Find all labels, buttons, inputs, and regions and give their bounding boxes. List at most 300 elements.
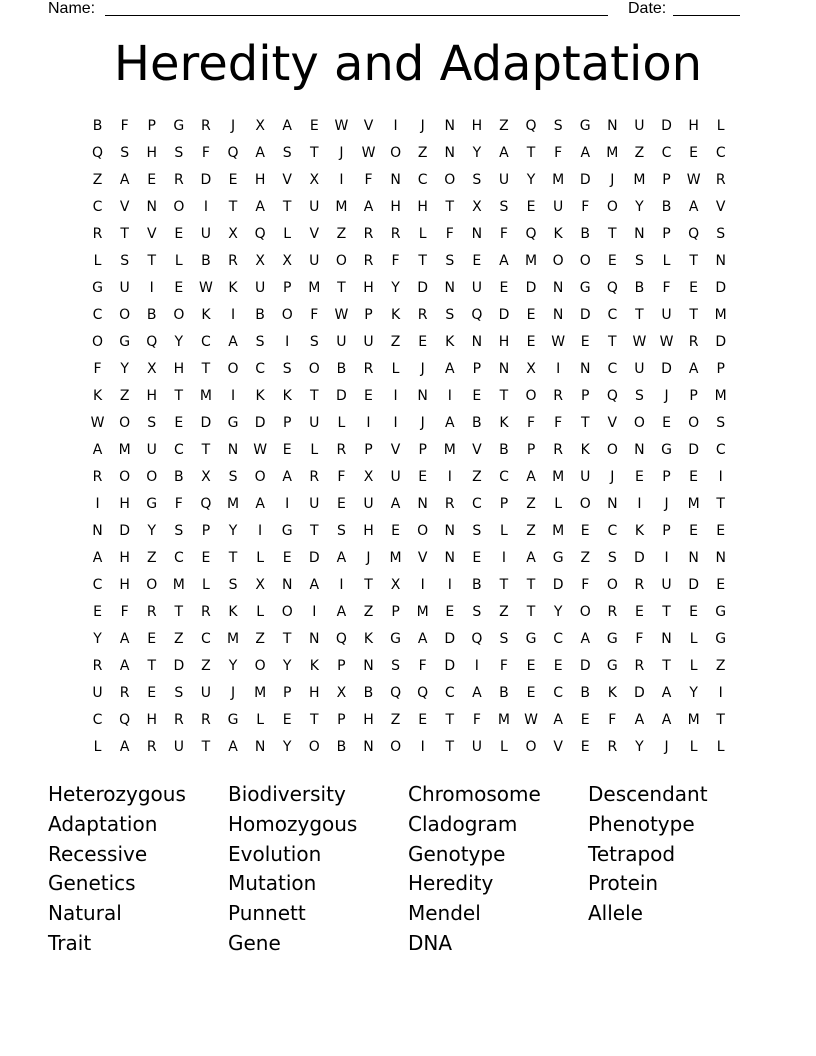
grid-letter: D [661,117,672,134]
grid-letter: O [254,468,266,485]
grid-row [84,220,734,247]
grid-letter: C [607,522,618,539]
grid-letter: A [255,144,265,161]
grid-letter: D [715,333,727,350]
grid-letter: N [498,360,510,377]
word-list-item: Heredity [408,871,494,896]
grid-letter: N [607,495,618,512]
grid-letter: I [393,414,398,431]
grid-letter: X [309,171,320,188]
grid-letter: N [471,333,483,350]
grid-letter: T [526,576,536,593]
grid-letter: P [282,684,292,701]
grid-letter: U [173,738,184,755]
grid-letter: L [256,711,265,728]
grid-row [84,382,734,409]
grid-letter: E [391,522,400,539]
grid-row [84,355,734,382]
grid-row [84,166,734,193]
word-list-item: Trait [48,930,92,955]
grid-letter: Y [282,657,292,674]
word-list-item: DNA [408,930,453,955]
grid-letter: B [580,225,591,242]
grid-letter: R [201,711,211,728]
grid-letter: O [390,144,402,161]
grid-letter: R [92,657,103,674]
grid-letter: T [418,252,427,269]
grid-letter: Y [391,279,400,296]
grid-letter: O [173,306,185,323]
name-blank-line [105,15,608,16]
grid-letter: J [610,171,615,188]
grid-letter: N [254,738,266,755]
grid-letter: O [335,252,347,269]
grid-letter: K [201,306,211,323]
grid-letter: X [526,360,536,377]
grid-letter: S [309,333,319,350]
grid-letter: E [472,549,482,566]
grid-letter: B [92,117,103,134]
grid-letter: A [688,360,699,377]
grid-letter: R [607,603,618,620]
grid-letter: D [579,306,591,323]
grid-letter: E [580,522,590,539]
grid-letter: Z [390,711,401,728]
grid-letter: Q [417,684,429,701]
grid-letter: T [337,279,346,296]
grid-letter: J [420,117,425,134]
grid-letter: K [255,387,265,404]
grid-letter: R [634,657,645,674]
grid-letter: G [227,414,239,431]
grid-letter: U [363,333,374,350]
word-list-item: Genotype [408,841,506,866]
grid-letter: A [282,117,292,134]
grid-letter: Q [92,144,104,161]
grid-letter: Z [472,468,482,485]
grid-letter: S [472,171,482,188]
grid-letter: N [363,657,374,674]
grid-letter: S [391,657,401,674]
grid-letter: Z [336,225,347,242]
grid-row [84,625,734,652]
grid-letter: Q [335,630,347,647]
grid-letter: P [201,522,211,539]
grid-letter: F [310,306,319,323]
grid-letter: E [634,603,644,620]
grid-letter: T [662,603,671,620]
grid-letter: M [254,684,267,701]
grid-letter: S [174,684,184,701]
grid-letter: K [363,630,374,647]
grid-letter: S [472,603,482,620]
grid-letter: X [255,252,265,269]
grid-letter: I [637,495,642,512]
grid-letter: Y [472,144,482,161]
grid-letter: B [634,279,645,296]
grid-letter: V [282,171,292,188]
grid-letter: P [716,360,725,377]
grid-letter: J [664,495,669,512]
grid-letter: G [227,711,239,728]
grid-letter: C [471,495,482,512]
grid-letter: F [581,198,590,215]
grid-letter: B [499,684,509,701]
grid-letter: V [309,225,320,242]
grid-letter: O [227,360,239,377]
grid-letter: Q [200,495,212,512]
name-label: Name: [48,0,96,17]
grid-letter: M [552,468,565,485]
grid-letter: D [634,684,645,701]
grid-letter: L [500,738,508,755]
grid-letter: O [254,657,266,674]
grid-letter: A [336,603,347,620]
grid-letter: U [309,495,320,512]
grid-letter: U [634,360,645,377]
grid-letter: T [499,387,509,404]
grid-letter: C [173,441,184,458]
grid-letter: V [715,198,726,215]
grid-letter: F [120,603,129,620]
grid-letter: N [688,549,699,566]
grid-letter: V [390,441,401,458]
grid-letter: I [474,657,479,674]
grid-letter: N [146,198,157,215]
grid-letter: E [553,657,563,674]
grid-letter: M [443,441,456,458]
grid-letter: D [579,657,591,674]
grid-letter: O [606,576,618,593]
grid-letter: K [228,603,238,620]
grid-letter: K [390,306,401,323]
grid-letter: E [580,738,590,755]
grid-letter: L [256,549,265,566]
grid-letter: K [309,657,319,674]
grid-letter: Y [174,333,184,350]
grid-letter: P [662,468,671,485]
word-list-item: Evolution [228,841,322,866]
grid-letter: I [95,495,100,512]
grid-letter: L [93,738,102,755]
grid-letter: E [147,630,157,647]
grid-letter: H [471,117,483,134]
grid-letter: I [230,306,236,323]
grid-letter: J [610,468,615,485]
grid-letter: S [282,144,292,161]
grid-letter: E [147,684,157,701]
grid-letter: V [417,549,428,566]
grid-letter: F [608,711,617,728]
grid-letter: P [337,657,346,674]
grid-letter: L [174,252,183,269]
grid-letter: T [147,252,157,269]
grid-letter: T [364,576,373,593]
grid-letter: B [336,738,347,755]
grid-letter: M [633,171,646,188]
grid-letter: F [337,468,346,485]
grid-letter: I [718,468,723,485]
word-list-item: Allele [588,901,643,926]
grid-letter: L [283,225,292,242]
grid-letter: M [714,306,727,323]
grid-letter: F [93,360,102,377]
grid-letter: C [201,333,211,350]
grid-letter: M [226,495,240,512]
grid-letter: J [420,360,425,377]
grid-letter: E [472,252,482,269]
grid-letter: T [635,306,644,323]
grid-letter: V [146,225,157,242]
grid-letter: W [632,333,647,350]
grid-letter: T [310,711,319,728]
grid-letter: M [687,495,700,512]
grid-letter: H [146,387,157,404]
grid-row [84,544,734,571]
grid-letter: B [499,441,509,458]
grid-letter: N [444,522,455,539]
grid-letter: B [580,684,591,701]
grid-letter: L [337,414,346,431]
grid-letter: Z [174,630,184,647]
grid-letter: U [309,198,320,215]
grid-letter: O [119,306,131,323]
grid-letter: S [607,549,617,566]
grid-letter: U [661,306,672,323]
grid-letter: A [119,657,130,674]
grid-letter: T [445,198,455,215]
grid-letter: P [282,279,292,296]
grid-letter: R [444,495,455,512]
grid-letter: F [472,711,481,728]
grid-letter: E [689,468,699,485]
date-label: Date: [628,0,667,17]
grid-row [84,139,734,166]
grid-letter: O [308,360,320,377]
grid-letter: M [226,630,240,647]
grid-letter: G [715,603,727,620]
grid-letter: E [526,684,536,701]
grid-letter: C [553,684,564,701]
grid-letter: E [580,333,590,350]
grid-letter: G [119,333,131,350]
grid-letter: A [228,333,238,350]
grid-letter: D [308,549,320,566]
grid-letter: T [228,549,238,566]
grid-letter: O [119,468,131,485]
grid-letter: S [634,252,644,269]
grid-letter: T [201,738,211,755]
grid-letter: A [119,738,130,755]
word-list-item: Genetics [48,871,136,896]
grid-letter: C [499,468,509,485]
grid-letter: O [173,198,185,215]
grid-letter: A [255,198,265,215]
word-list-item: Phenotype [588,811,695,836]
grid-letter: E [689,144,699,161]
grid-letter: R [688,333,699,350]
grid-letter: Z [146,549,157,566]
grid-letter: C [444,684,455,701]
grid-letter: Z [634,144,645,161]
grid-letter: Y [689,684,698,701]
grid-letter: G [579,117,591,134]
grid-letter: M [335,198,348,215]
grid-letter: V [607,414,618,431]
grid-letter: J [420,414,425,431]
grid-letter: R [390,225,401,242]
grid-letter: T [608,333,617,350]
grid-letter: O [146,468,158,485]
grid-letter: B [472,576,482,593]
grid-letter: E [445,603,455,620]
grid-letter: U [498,171,510,188]
grid-letter: H [119,495,130,512]
grid-letter: B [661,198,672,215]
grid-letter: E [689,603,699,620]
grid-letter: R [363,252,374,269]
grid-letter: Z [119,387,130,404]
word-list-item: Biodiversity [228,782,346,806]
grid-letter: V [363,117,374,134]
grid-letter: N [417,495,428,512]
grid-letter: O [525,387,537,404]
grid-letter: T [445,711,455,728]
grid-row [84,247,734,274]
grid-letter: H [390,198,401,215]
grid-letter: E [662,414,671,431]
grid-letter: O [579,252,591,269]
grid-letter: C [255,360,265,377]
grid-row [84,652,734,679]
grid-letter: D [498,306,510,323]
grid-letter: T [445,738,455,755]
grid-letter: U [119,279,130,296]
grid-letter: G [390,630,401,647]
grid-letter: N [92,522,103,539]
grid-letter: I [556,360,561,377]
grid-letter: F [201,144,210,161]
grid-letter: I [285,495,290,512]
grid-letter: E [526,333,536,350]
grid-letter: X [146,360,157,377]
grid-letter: A [390,495,401,512]
grid-letter: A [363,198,374,215]
grid-letter: H [309,684,320,701]
grid-letter: P [147,117,156,134]
grid-letter: Q [688,225,700,242]
grid-letter: S [445,252,455,269]
word-list-item: Mendel [408,901,481,926]
grid-letter: R [173,171,184,188]
grid-row [84,274,734,301]
grid-letter: E [282,549,292,566]
grid-letter: R [92,468,103,485]
grid-letter: Z [92,171,103,188]
grid-letter: M [172,576,185,593]
grid-letter: T [147,657,157,674]
grid-letter: B [472,414,482,431]
grid-letter: N [390,171,401,188]
grid-letter: D [173,657,185,674]
grid-letter: K [282,387,292,404]
grid-letter: E [147,171,157,188]
grid-letter: Y [635,198,644,215]
grid-letter: A [336,549,347,566]
grid-letter: H [173,360,185,377]
grid-letter: Y [147,522,157,539]
grid-letter: S [716,414,726,431]
grid-letter: P [662,522,671,539]
grid-letter: A [309,576,320,593]
grid-letter: U [309,252,320,269]
grid-letter: L [662,252,671,269]
grid-letter: D [417,279,429,296]
grid-letter: C [92,576,103,593]
grid-letter: P [391,603,400,620]
grid-letter: H [119,576,130,593]
grid-row [84,328,734,355]
grid-letter: C [417,171,428,188]
grid-letter: B [146,306,157,323]
grid-letter: N [309,630,320,647]
grid-letter: L [256,603,265,620]
grid-letter: U [146,441,157,458]
grid-row [84,706,734,733]
grid-letter: P [364,441,373,458]
grid-letter: T [282,198,292,215]
grid-letter: Y [228,522,238,539]
grid-letter: T [662,657,671,674]
grid-letter: N [417,387,428,404]
grid-letter: A [499,144,509,161]
grid-letter: B [201,252,211,269]
grid-letter: A [228,738,238,755]
grid-letter: D [525,279,537,296]
grid-letter: A [688,198,699,215]
word-list-item: Descendant [588,782,708,806]
grid-letter: E [174,225,184,242]
grid-letter: U [336,333,347,350]
grid-letter: W [361,144,376,161]
grid-letter: A [472,684,482,701]
grid-letter: A [580,630,591,647]
grid-letter: C [201,630,211,647]
grid-letter: J [230,117,236,134]
grid-letter: A [526,468,536,485]
grid-letter: U [580,468,591,485]
grid-letter: E [526,198,536,215]
grid-letter: E [93,603,102,620]
grid-letter: R [553,441,563,458]
grid-letter: X [282,252,292,269]
grid-letter: C [92,306,103,323]
grid-letter: R [146,603,157,620]
grid-letter: G [661,441,672,458]
grid-letter: S [716,225,726,242]
grid-letter: U [553,198,564,215]
grid-letter: V [119,198,130,215]
word-list-item: Homozygous [228,811,358,836]
grid-letter: E [716,576,726,593]
grid-letter: M [606,144,619,161]
grid-letter: G [525,630,537,647]
grid-letter: Z [526,495,536,512]
grid-letter: M [687,711,700,728]
grid-letter: R [553,387,563,404]
grid-letter: Z [417,144,428,161]
grid-letter: C [607,360,618,377]
